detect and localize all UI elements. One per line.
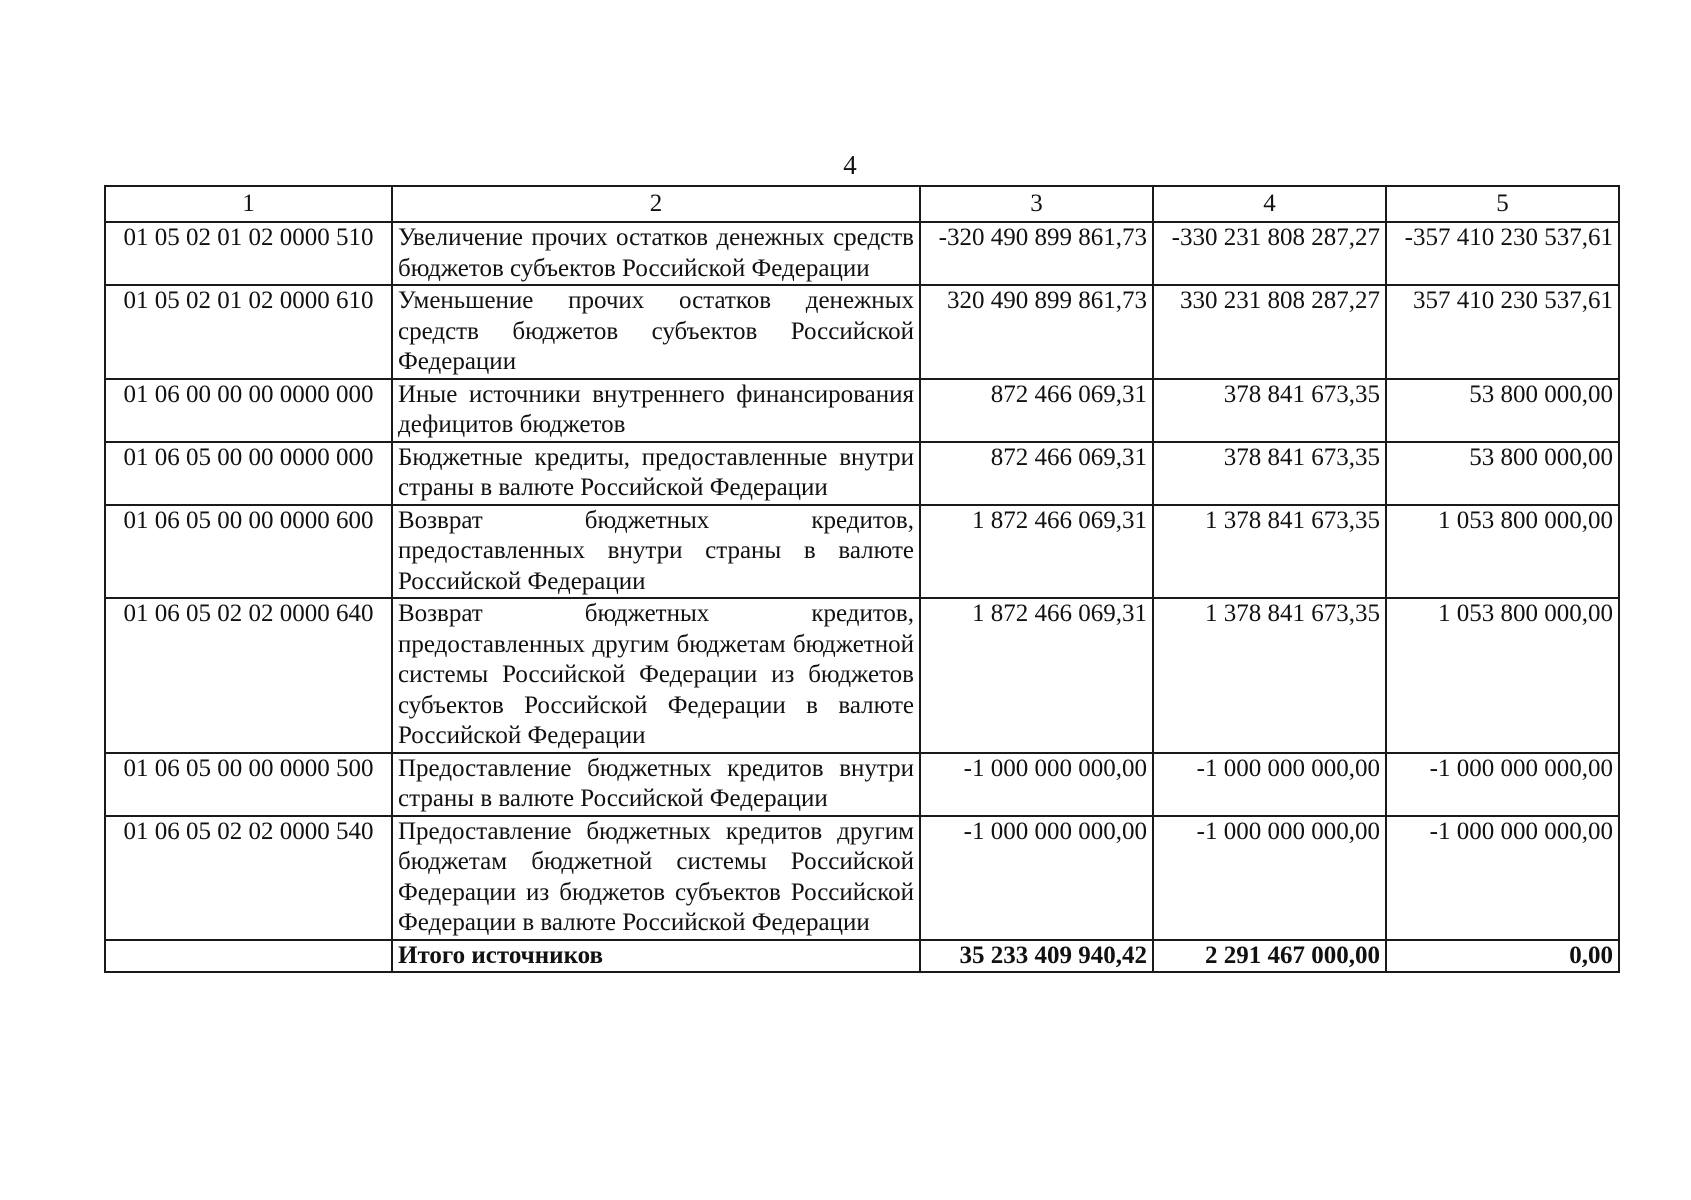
budget-code: 01 05 02 01 02 0000 510 [105,222,392,285]
amount-col3: 1 872 466 069,31 [920,598,1153,753]
amount-col3: -1 000 000 000,00 [920,816,1153,940]
item-name: Иные источники внутреннего финансирования дефицитов бюджетов [392,379,920,442]
sources-table [104,185,1620,973]
total-label: Итого источников [392,940,920,973]
item-name: Возврат бюджетных кредитов, предоставленных внутри страны в валюте Российской Федерации [392,505,920,599]
item-name: Возврат бюджетных кредитов, предоставленных другим бюджетам бюджетной системы Российской Федерации из бюджетов субъектов Российской Федерации в валюте Российской Федерации [392,598,920,753]
amount-col3: -320 490 899 861,73 [920,222,1153,285]
total-col5: 0,00 [1386,940,1619,973]
budget-code: 01 05 02 01 02 0000 610 [105,285,392,379]
item-name: Бюджетные кредиты, предоставленные внутри страны в валюте Российской Федерации [392,442,920,505]
table-row [105,222,1619,285]
column-header: 4 [1153,186,1386,222]
table-row [105,598,1619,753]
page-number: 4 [843,150,857,180]
budget-code: 01 06 05 02 02 0000 540 [105,816,392,940]
amount-col3: 1 872 466 069,31 [920,505,1153,599]
amount-col4: -330 231 808 287,27 [1153,222,1386,285]
amount-col3: 872 466 069,31 [920,379,1153,442]
amount-col5: 1 053 800 000,00 [1386,505,1619,599]
item-name: Увеличение прочих остатков денежных средств бюджетов субъектов Российской Федерации [392,222,920,285]
total-col3: 35 233 409 940,42 [920,940,1153,973]
item-name: Предоставление бюджетных кредитов внутри страны в валюте Российской Федерации [392,753,920,816]
table-row [105,753,1619,816]
amount-col5: -1 000 000 000,00 [1386,753,1619,816]
amount-col4: 1 378 841 673,35 [1153,505,1386,599]
amount-col4: -1 000 000 000,00 [1153,816,1386,940]
budget-code: 01 06 05 00 00 0000 500 [105,753,392,816]
table-row [105,816,1619,940]
column-header: 2 [392,186,920,222]
amount-col4: 1 378 841 673,35 [1153,598,1386,753]
amount-col5: 53 800 000,00 [1386,442,1619,505]
column-header: 3 [920,186,1153,222]
amount-col5: -1 000 000 000,00 [1386,816,1619,940]
amount-col5: -357 410 230 537,61 [1386,222,1619,285]
amount-col4: 330 231 808 287,27 [1153,285,1386,379]
total-col4: 2 291 467 000,00 [1153,940,1386,973]
amount-col5: 1 053 800 000,00 [1386,598,1619,753]
amount-col4: 378 841 673,35 [1153,442,1386,505]
amount-col5: 357 410 230 537,61 [1386,285,1619,379]
item-name: Предоставление бюджетных кредитов другим бюджетам бюджетной системы Российской Федерации из бюджетов субъектов Российской Федерации в валюте Российской Федерации [392,816,920,940]
amount-col3: -1 000 000 000,00 [920,753,1153,816]
amount-col4: -1 000 000 000,00 [1153,753,1386,816]
table-row [105,379,1619,442]
table-row [105,285,1619,379]
column-header: 5 [1386,186,1619,222]
amount-col3: 872 466 069,31 [920,442,1153,505]
total-row [105,940,1619,973]
amount-col3: 320 490 899 861,73 [920,285,1153,379]
table-header-row [105,186,1619,222]
table-row [105,442,1619,505]
item-name: Уменьшение прочих остатков денежных средств бюджетов субъектов Российской Федерации [392,285,920,379]
total-code [105,940,392,973]
table-row [105,505,1619,599]
budget-code: 01 06 05 00 00 0000 600 [105,505,392,599]
budget-code: 01 06 05 02 02 0000 640 [105,598,392,753]
column-header: 1 [105,186,392,222]
amount-col4: 378 841 673,35 [1153,379,1386,442]
amount-col5: 53 800 000,00 [1386,379,1619,442]
budget-code: 01 06 05 00 00 0000 000 [105,442,392,505]
budget-code: 01 06 00 00 00 0000 000 [105,379,392,442]
